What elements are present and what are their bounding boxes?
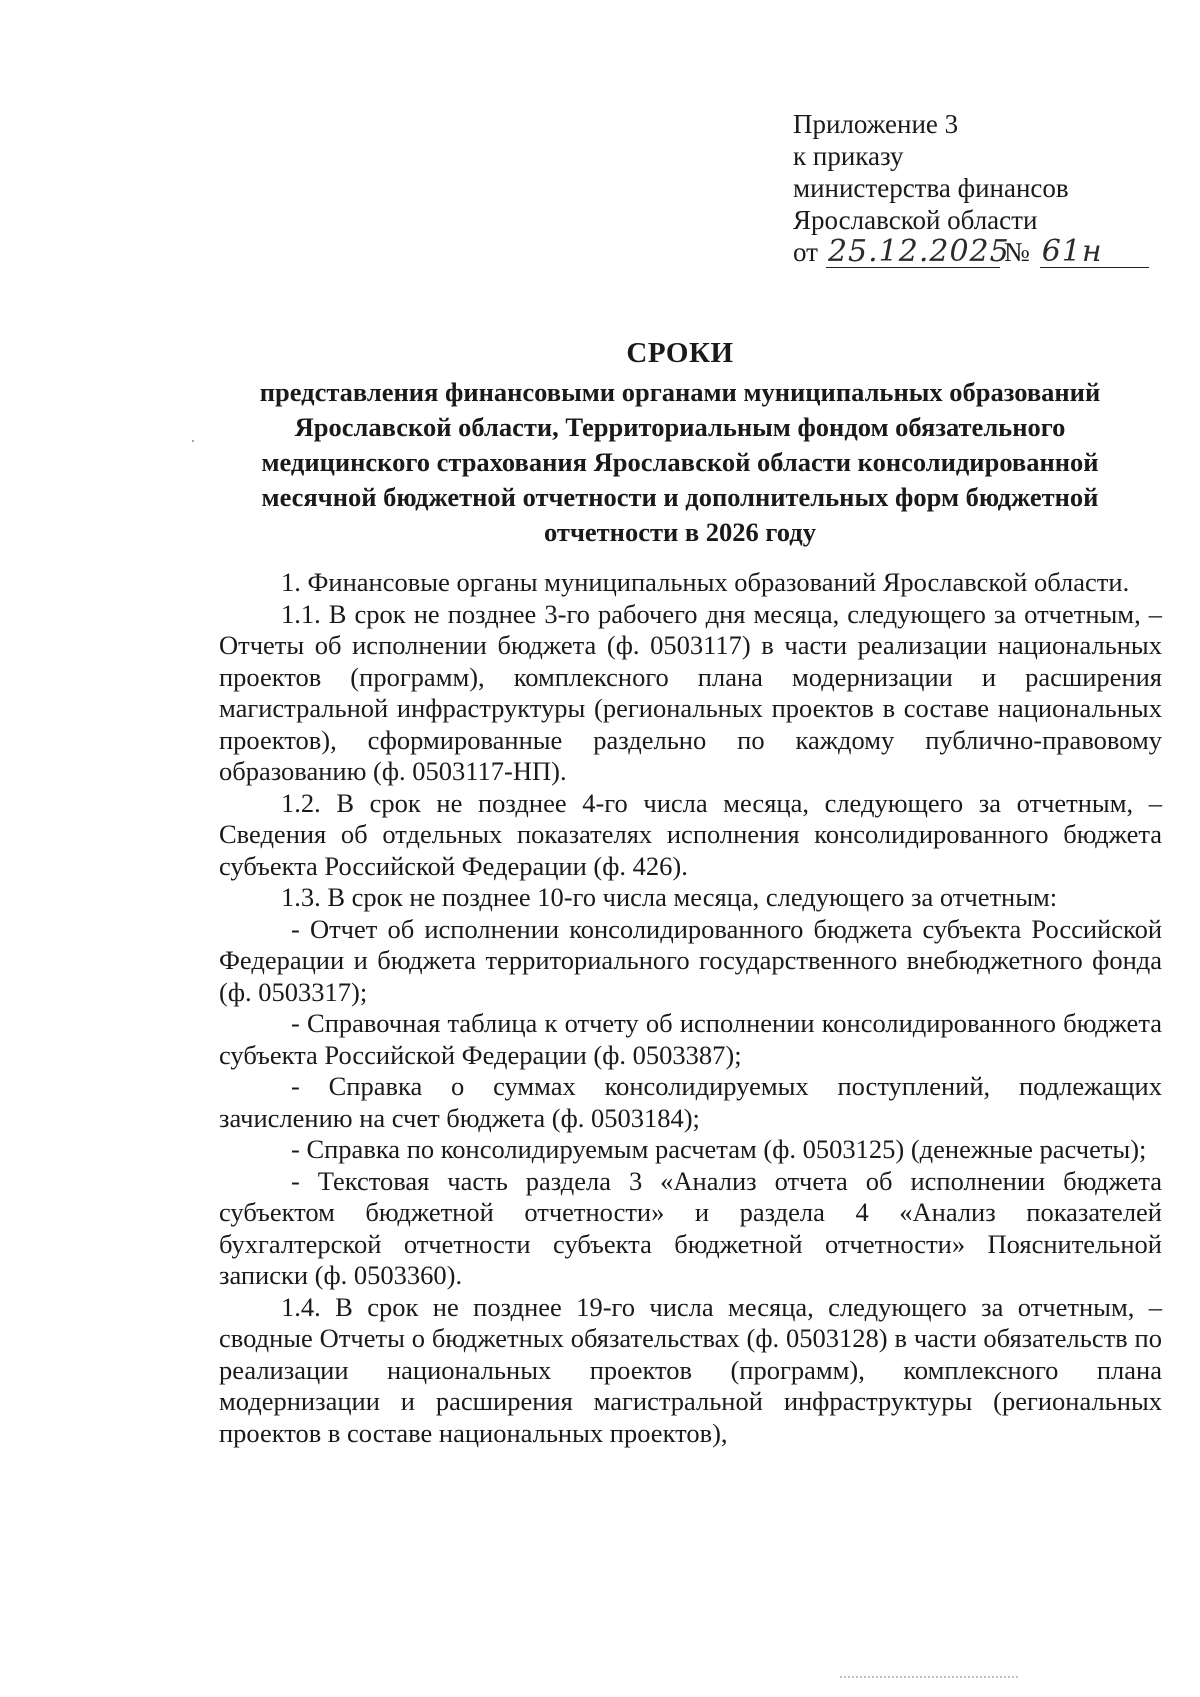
list-item-form-0503387: - Справочная таблица к отчету об исполнении консолидированного бюджета субъекта Российской Федерации (ф. 0503387);: [219, 1008, 1162, 1070]
number-sign: №: [1003, 237, 1030, 267]
paragraph-1: 1. Финансовые органы муниципальных образований Ярославской области.: [281, 567, 1130, 597]
list-item-form-0503360: - Текстовая часть раздела 3 «Анализ отчета об исполнении бюджета субъектом бюджетной отчетности» и раздела 4 «Анализ показателей бухгалтерской отчетности субъекта бюджетной отчетности» Пояснительной записки (ф. 0503360).: [219, 1165, 1162, 1290]
paragraph-1-4: 1.4. В срок не позднее 19-го числа месяца, следующего за отчетным, – сводные Отчеты о бюджетных обязательствах (ф. 0503128) в части обязательств по реализации национальных проектов (программ), комплексного плана модернизации и расширения магистральной инфраструктуры (региональных проектов в составе национальных проектов),: [219, 1291, 1162, 1448]
subtitle-line: отчетности в 2026 году: [544, 517, 816, 547]
list-item-form-0503184: - Справка о суммах консолидируемых поступлений, подлежащих зачислению на счет бюджета (ф. 0503184);: [219, 1071, 1162, 1133]
date-prefix: от: [793, 237, 818, 267]
annex-ministry: министерства финансов: [793, 173, 1069, 203]
annex-region: Ярославской области: [793, 205, 1038, 235]
handwritten-date: 25.12.2025: [827, 234, 1010, 269]
subtitle-line: представления финансовыми органами муниципальных образований: [259, 377, 1101, 407]
handwritten-order-number: 61н: [1040, 237, 1149, 268]
paragraph-1-2: 1.2. В срок не позднее 4-го числа месяца, следующего за отчетным, – Сведения об отдельных показателях исполнения консолидированного бюджета субъекта Российской Федерации (ф. 426).: [219, 787, 1162, 881]
subtitle-line: месячной бюджетной отчетности и дополнительных форм бюджетной: [261, 482, 1099, 512]
paragraph-1-3: 1.3. В срок не позднее 10-го числа месяца, следующего за отчетным:: [281, 882, 1058, 912]
annex-order-ref: к приказу: [793, 141, 904, 171]
document-body: [219, 567, 1162, 1449]
scan-speck: [192, 440, 194, 442]
list-item-form-0503125: - Справка по консолидируемым расчетам (ф. 0503125) (денежные расчеты);: [291, 1134, 1147, 1164]
annex-title: Приложение 3: [793, 109, 959, 139]
subtitle-line: медицинского страхования Ярославской области консолидированной: [261, 447, 1099, 477]
list-item-form-0503317: - Отчет об исполнении консолидированного бюджета субъекта Российской Федерации и бюджета территориального государственного внебюджетного фонда (ф. 0503317);: [219, 913, 1162, 1007]
annex-date-number-line: [793, 236, 1173, 268]
document-title: [215, 335, 1145, 550]
paragraph-1-1: 1.1. В срок не позднее 3-го рабочего дня месяца, следующего за отчетным, – Отчеты об исполнении бюджета (ф. 0503117) в части реализации национальных проектов (программ), комплексного плана модернизации и расширения магистральной инфраструктуры (региональных проектов в составе национальных проектов), сформированные раздельно по каждому публично-правовому образованию (ф. 0503117-НП).: [219, 598, 1162, 786]
title-main: СРОКИ: [626, 337, 734, 369]
scan-edge-mark: [840, 1676, 1020, 1678]
annex-header: [793, 108, 1173, 268]
subtitle-line: Ярославской области, Территориальным фондом обязательного: [294, 412, 1066, 442]
